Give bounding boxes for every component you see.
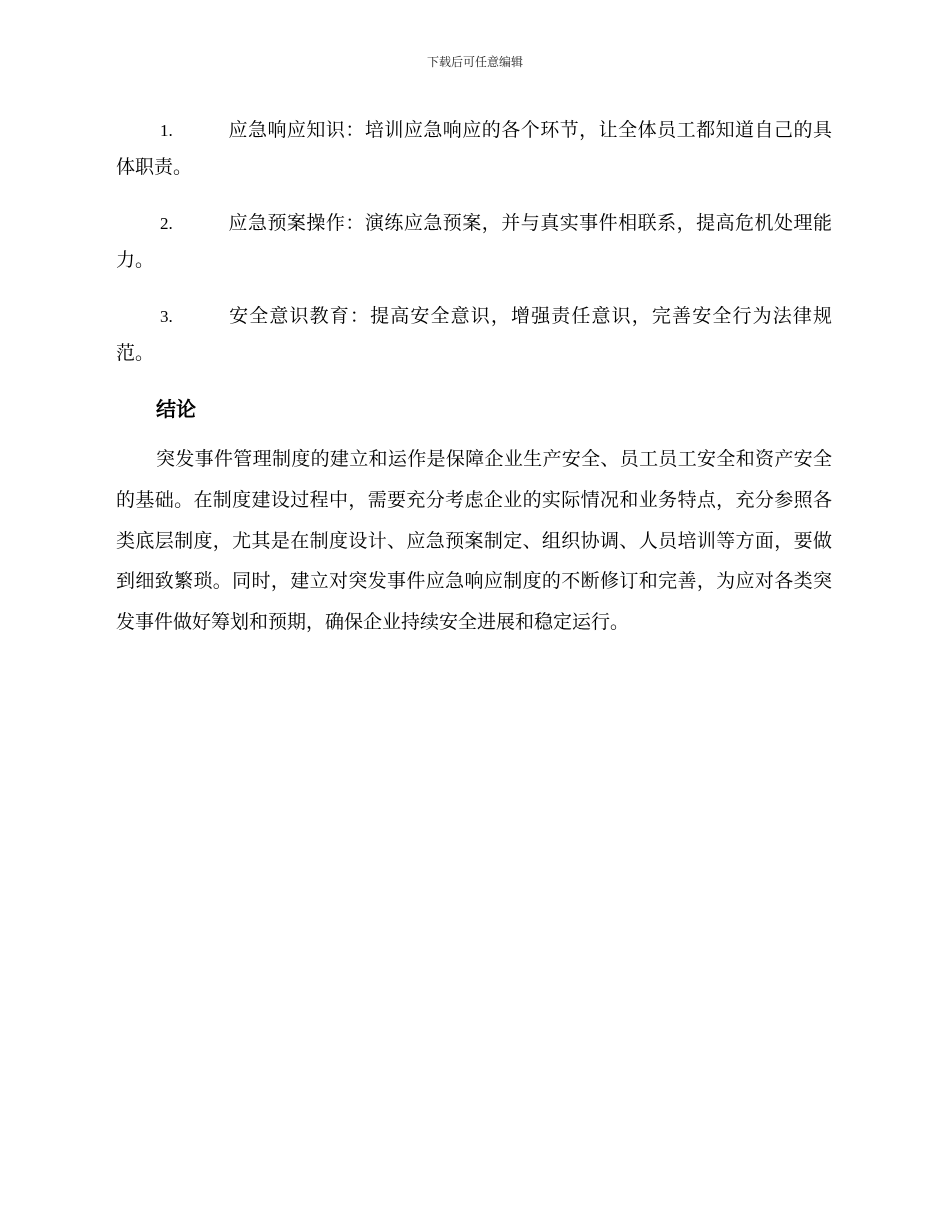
- list-item-text: 应急响应知识：培训应急响应的各个环节，让全体员工都知道自己的具体职责。: [116, 119, 832, 178]
- list-item: [116, 298, 832, 372]
- list-item: [116, 112, 832, 186]
- document-body: [116, 112, 832, 643]
- list-item: [116, 205, 832, 279]
- list-item-number: 3.: [160, 307, 173, 326]
- list-item-number: 2.: [160, 214, 173, 233]
- page-header: 下载后可任意编辑: [426, 55, 523, 69]
- conclusion-paragraph: 突发事件管理制度的建立和运作是保障企业生产安全、员工员工安全和资产安全的基础。在制度建设过程中，需要充分考虑企业的实际情况和业务特点，充分参照各类底层制度，尤其是在制度设计、应急预案制定、组织协调、人员培训等方面，要做到细致繁琐。同时，建立对突发事件应急响应制度的不断修订和完善，为应对各类突发事件做好筹划和预期，确保企业持续安全进展和稳定运行。: [116, 448, 832, 634]
- list-item-text: 应急预案操作：演练应急预案，并与真实事件相联系，提高危机处理能力。: [116, 212, 832, 271]
- list-item-text: 安全意识教育：提高安全意识，增强责任意识，完善安全行为法律规范。: [116, 305, 832, 364]
- conclusion-heading: 结论: [156, 397, 196, 421]
- list-item-number: 1.: [160, 121, 173, 140]
